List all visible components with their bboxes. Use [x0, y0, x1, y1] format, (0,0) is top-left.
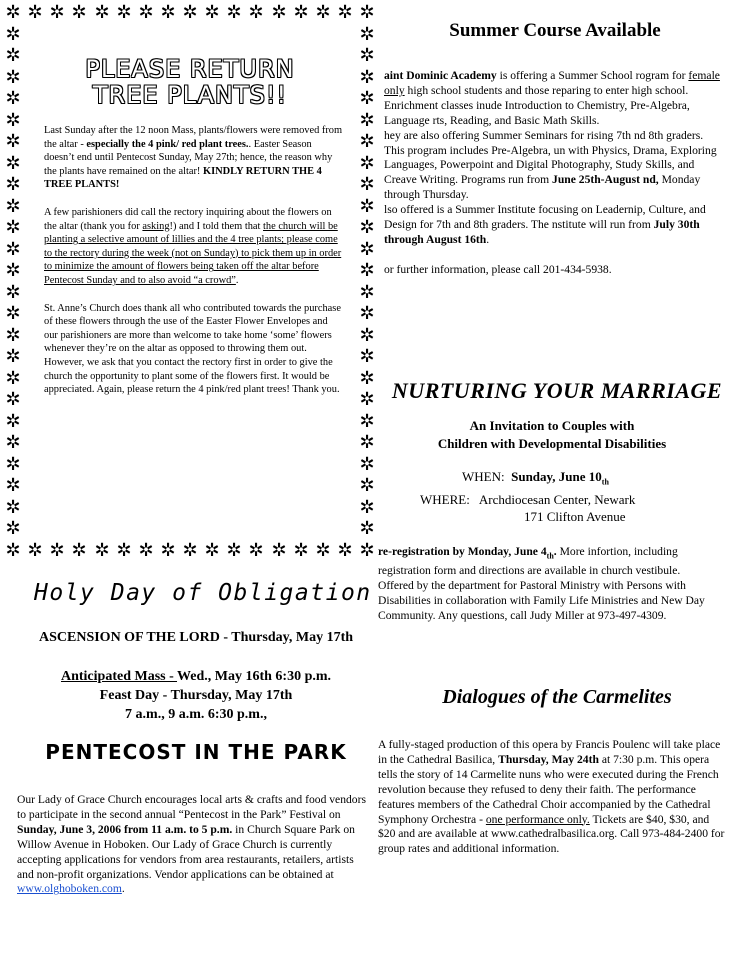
star-ornament-icon: ✲ [5, 411, 21, 432]
star-ornament-icon: ✲ [182, 2, 198, 23]
tree-plants-body [44, 124, 344, 411]
star-ornament-icon: ✲ [359, 110, 375, 131]
star-ornament-icon: ✲ [359, 239, 375, 260]
star-ornament-icon: ✲ [5, 239, 21, 260]
tree-plants-paragraph-1: Last Sunday after the 12 noon Mass, plants/flowers were removed from the altar - especially the 4 pink/ red plant trees.. Easter Season doesn’t end until Pentecost Sunday, May 27th; hence, the reason why the plants have remained on the altar! KINDLY RETURN THE 4 TREE PLANTS! [44, 125, 343, 191]
star-ornament-icon: ✲ [359, 497, 375, 518]
star-ornament-icon: ✲ [160, 540, 176, 561]
star-ornament-icon: ✲ [248, 2, 264, 23]
tree-plants-title [40, 56, 340, 108]
star-ornament-icon: ✲ [359, 432, 375, 453]
star-ornament-icon: ✲ [359, 282, 375, 303]
feast-day: Feast Day - Thursday, May 17th [99, 688, 293, 703]
star-ornament-icon: ✲ [5, 217, 21, 238]
mass-times [16, 667, 376, 724]
star-ornament-icon: ✲ [5, 110, 21, 131]
star-ornament-icon: ✲ [49, 540, 65, 561]
star-ornament-icon: ✲ [5, 45, 21, 66]
carmelites-body: A fully-staged production of this opera by Francis Poulenc will take place in the Cathedral Basilica, Thursday, May 24th at 7:30 p.m. This opera tells the story of 14 Carmelite nuns who were executed during the French revolution because they refused to deny their faith. The performance features members of the Cathedral Choir accompanied by the Cathedral Symphony Orchestra - one performance only. Tickets are $40, $30, and $20 and are available at www.cathedralbasilica.org. Call 973-484-2400 for group rates and additional information. [378, 738, 725, 856]
star-ornament-icon: ✲ [5, 2, 21, 23]
where-line-2: 171 Clifton Avenue [524, 508, 626, 524]
star-ornament-icon: ✲ [5, 303, 21, 324]
marriage-offered: Offered by the department for Pastoral Ministry with Persons with Disabilities in collaboration with Family Life Ministries and New Day Community. Any questions, call Judy Miller at 973-497-4309. [378, 579, 705, 622]
olghoboken-link[interactable]: www.olghoboken.com [17, 882, 122, 896]
marriage-registration: re-registration by Monday, June $4_{th}$. More infortion, including registration form and directions are available in church vestibule. Offered by the department for Pastoral Ministry with Persons with Disabilities in collaboration with Family Life Ministries and New Day Community. Any questions, call Judy Miller at 973-497-4309. [378, 545, 726, 624]
tree-plants-title-line1: PLEASE RETURN [85, 55, 295, 83]
star-ornament-icon: ✲ [138, 2, 154, 23]
ascension-line: ASCENSION OF THE LORD - Thursday, May 17th [38, 630, 354, 645]
star-ornament-icon: ✲ [359, 411, 375, 432]
star-ornament-icon: ✲ [5, 67, 21, 88]
star-ornament-icon: ✲ [5, 518, 21, 539]
star-ornament-icon: ✲ [71, 2, 87, 23]
star-ornament-icon: ✲ [359, 196, 375, 217]
star-ornament-icon: ✲ [5, 325, 21, 346]
star-ornament-icon: ✲ [359, 174, 375, 195]
star-ornament-icon: ✲ [359, 2, 375, 23]
star-ornament-icon: ✲ [248, 540, 264, 561]
star-ornament-icon: ✲ [359, 88, 375, 109]
star-ornament-icon: ✲ [337, 540, 353, 561]
star-ornament-icon: ✲ [5, 174, 21, 195]
star-ornament-icon: ✲ [94, 2, 110, 23]
star-ornament-icon: ✲ [71, 540, 87, 561]
star-ornament-icon: ✲ [359, 368, 375, 389]
tree-plants-paragraph-3: St. Anne’s Church does thank all who contributed towards the purchase of these flowers through the use of the Easter Flower Envelopes and our parishioners are more than welcome to take home ‘some’ flowers whenever they’re on the altar as opposed to throwing them out. However, we ask that you contact the rectory first in order to give the church the opportunity to plant some of the flowers first. It would be appreciated. Again, please return the 4 pink/red plant trees! Thank you. [44, 302, 341, 396]
star-ornament-icon: ✲ [138, 540, 154, 561]
pentecost-title: PENTECOST IN THE PARK [45, 740, 347, 764]
summer-course-title: Summer Course Available [449, 20, 661, 41]
star-ornament-icon: ✲ [116, 2, 132, 23]
marriage-invitation: An Invitation to Couples with Children with Developmental Disabilities [437, 418, 667, 451]
where-line: WHERE: Archdiocesan Center, Newark [420, 491, 636, 507]
star-ornament-icon: ✲ [5, 196, 21, 217]
star-ornament-icon: ✲ [160, 2, 176, 23]
star-ornament-icon: ✲ [359, 475, 375, 496]
star-ornament-icon: ✲ [359, 260, 375, 281]
star-ornament-icon: ✲ [315, 540, 331, 561]
star-ornament-icon: ✲ [5, 282, 21, 303]
star-ornament-icon: ✲ [5, 454, 21, 475]
star-ornament-icon: ✲ [359, 540, 375, 561]
star-ornament-icon: ✲ [359, 131, 375, 152]
marriage-title: NURTURING YOUR MARRIAGE [391, 378, 723, 403]
summer-contact: or further information, please call 201-434-5938. [384, 262, 612, 276]
carmelites-title: Dialogues of the Carmelites [442, 686, 672, 708]
star-ornament-icon: ✲ [27, 2, 43, 23]
star-ornament-icon: ✲ [5, 540, 21, 561]
pentecost-body: Our Lady of Grace Church encourages local arts & crafts and food vendors to participate in the second annual “Pentecost in the Park” Festival on Sunday, June 3, 2006 from 11 a.m. to 5 p.m. in Church Square Park on Willow Avenue in Hoboken. Our Lady of Grace Church is currently accepting applications for vendors from area restaurants, retailers, artists and non-profit organizations. Vendor applications can be obtained at www.olghoboken.com. [17, 793, 366, 896]
star-ornament-icon: ✲ [182, 540, 198, 561]
star-ornament-icon: ✲ [359, 217, 375, 238]
star-ornament-icon: ✲ [226, 540, 242, 561]
feast-times: 7 a.m., 9 a.m. 6:30 p.m., [125, 707, 267, 722]
summer-paragraph-1: aint Dominic Academy is offering a Summer School rogram for female only high school students and those reparing to enter high school. Enrichment classes inude Introduction to Chemistry, Pre-Algebra, Language rts, Reading, and Basic Math Skills. hey are also offering Summer Seminars for rising 7th nd 8th graders. This program includes Pre-Algebra, un with Physics, Drama, Exploring Languages, Powerpoint and Digital Photography, Study Skills, and Creave Writing. Programs run from June 25th-August nd, Monday through Thursday. lso offered is a Summer Institute focusing on Leadernip, Culture, and Design for 7th and 8th graders. The nstitute will run from July 30th through August 16th. [384, 69, 720, 246]
star-ornament-icon: ✲ [359, 346, 375, 367]
star-ornament-icon: ✲ [49, 2, 65, 23]
marriage-when-where [380, 468, 724, 525]
star-ornament-icon: ✲ [204, 2, 220, 23]
star-ornament-icon: ✲ [5, 88, 21, 109]
star-ornament-icon: ✲ [293, 2, 309, 23]
star-ornament-icon: ✲ [226, 2, 242, 23]
star-ornament-icon: ✲ [337, 2, 353, 23]
star-ornament-icon: ✲ [5, 131, 21, 152]
star-ornament-icon: ✲ [27, 540, 43, 561]
tree-plants-title-line2: TREE PLANTS!! [92, 81, 288, 109]
star-ornament-icon: ✲ [359, 24, 375, 45]
star-ornament-icon: ✲ [5, 475, 21, 496]
star-ornament-icon: ✲ [359, 67, 375, 88]
star-ornament-icon: ✲ [359, 303, 375, 324]
star-ornament-icon: ✲ [5, 497, 21, 518]
holy-day-title: Holy Day of Obligation [34, 580, 372, 606]
star-ornament-icon: ✲ [271, 2, 287, 23]
star-ornament-icon: ✲ [5, 260, 21, 281]
when-line: WHEN: Sunday, June $10_{th}$ [462, 469, 609, 487]
tree-plants-paragraph-2: A few parishioners did call the rectory inquiring about the flowers on the altar (thank you for asking!) and I told them that the church will be planting a selective amount of lillies and the 4 tree plants; please come to the rectory during the week (not on Sunday) to pick them up in order to minimize the amount of flowers being taken off the altar before Pentecost Sunday and to also avoid “a crowd”. [44, 206, 342, 286]
star-ornament-icon: ✲ [359, 389, 375, 410]
star-ornament-icon: ✲ [5, 346, 21, 367]
summer-course-body [384, 69, 726, 293]
star-ornament-icon: ✲ [359, 518, 375, 539]
star-ornament-icon: ✲ [293, 540, 309, 561]
star-ornament-icon: ✲ [204, 540, 220, 561]
star-ornament-icon: ✲ [116, 540, 132, 561]
star-ornament-icon: ✲ [5, 153, 21, 174]
star-ornament-icon: ✲ [359, 454, 375, 475]
star-ornament-icon: ✲ [5, 389, 21, 410]
star-ornament-icon: ✲ [5, 368, 21, 389]
star-ornament-icon: ✲ [359, 153, 375, 174]
star-ornament-icon: ✲ [359, 45, 375, 66]
star-ornament-icon: ✲ [5, 432, 21, 453]
star-ornament-icon: ✲ [5, 24, 21, 45]
anticipated-mass: Anticipated Mass - Wed., May 16th 6:30 p.m. [60, 669, 332, 684]
star-ornament-icon: ✲ [359, 325, 375, 346]
star-ornament-icon: ✲ [315, 2, 331, 23]
star-ornament-icon: ✲ [94, 540, 110, 561]
star-ornament-icon: ✲ [271, 540, 287, 561]
